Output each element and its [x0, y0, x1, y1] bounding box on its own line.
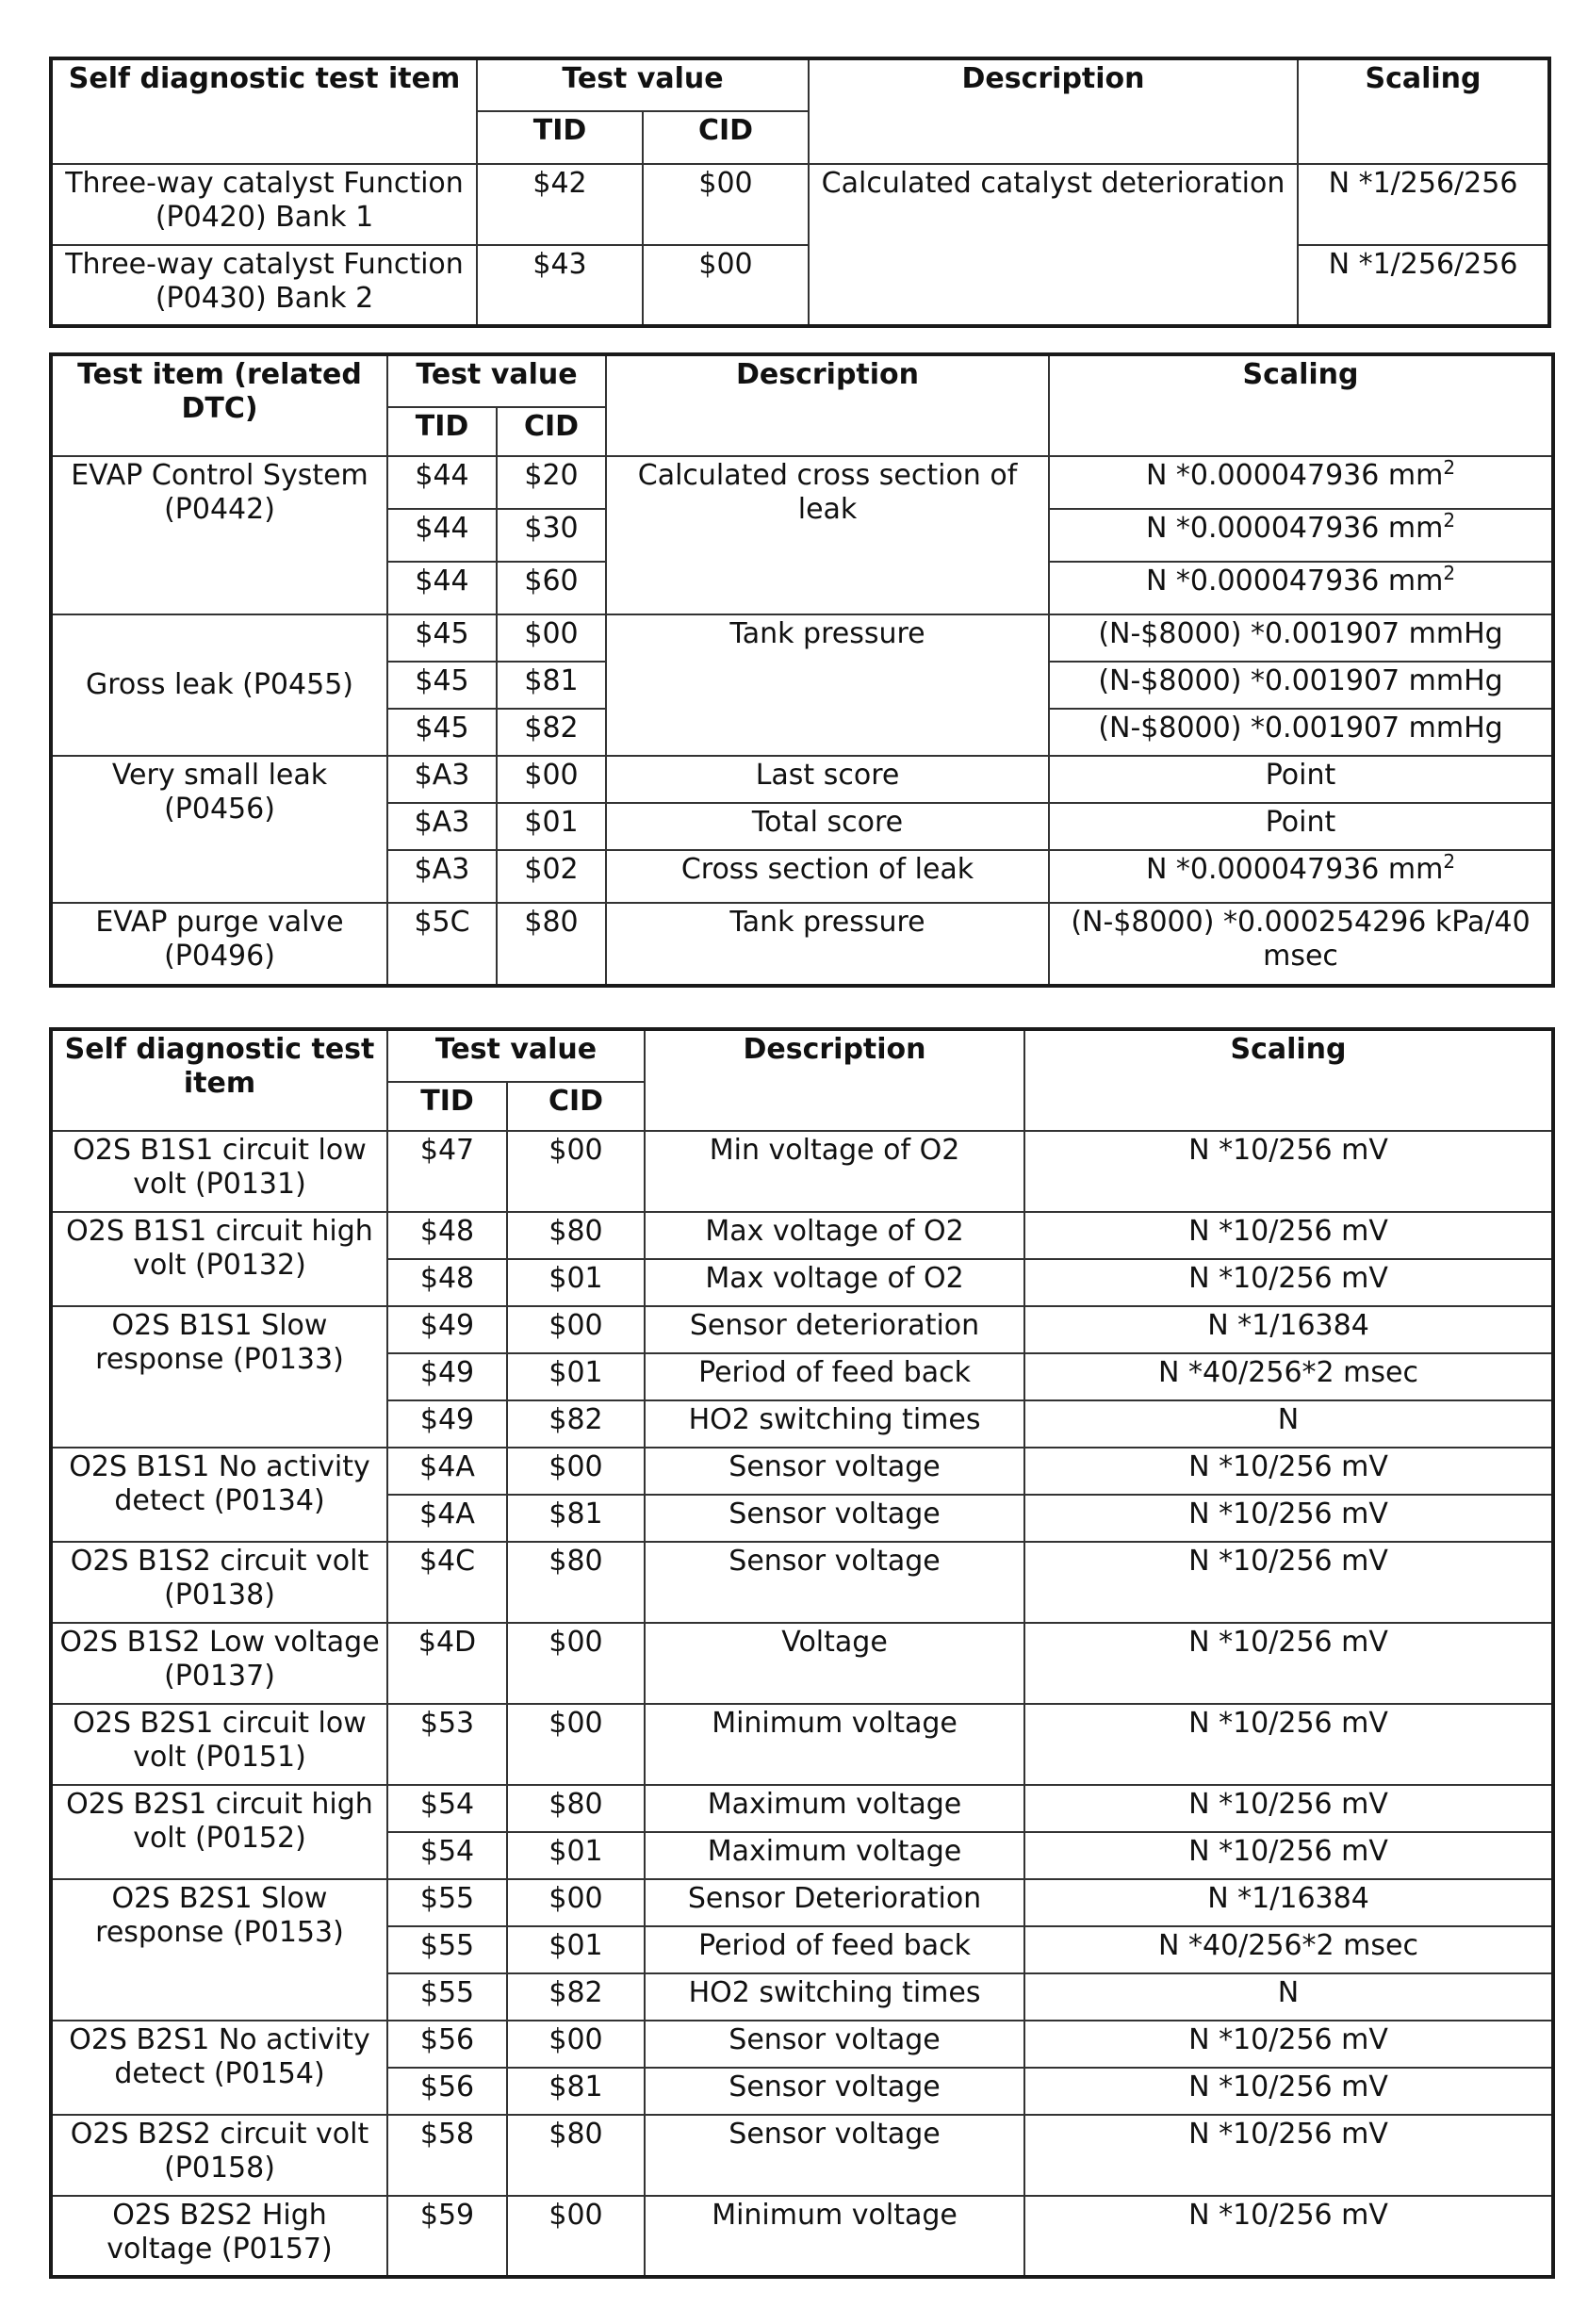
tid-cell: $55: [387, 1879, 507, 1926]
description-cell: Sensor voltage: [645, 1542, 1024, 1623]
header-test-value: Test value: [387, 354, 606, 407]
table-row: [51, 1879, 1553, 1926]
table-row: [51, 1785, 1553, 1832]
item-cell: Three-way catalyst Function (P0430) Bank 2: [51, 245, 477, 326]
tid-cell: $47: [387, 1131, 507, 1212]
header-scaling: Scaling: [1298, 58, 1549, 164]
table-row: [51, 2196, 1553, 2277]
description-cell: Sensor voltage: [645, 2068, 1024, 2115]
cid-cell: $81: [507, 2068, 645, 2115]
cid-cell: $00: [643, 245, 809, 326]
header-cid: CID: [643, 111, 809, 164]
header-description: Description: [606, 354, 1049, 456]
description-cell: Sensor voltage: [645, 1448, 1024, 1495]
item-cell: O2S B2S1 circuit high volt (P0152): [51, 1785, 387, 1879]
tid-cell: $A3: [387, 756, 497, 803]
scaling-cell: N *10/256 mV: [1024, 1785, 1553, 1832]
cid-cell: $80: [507, 1785, 645, 1832]
cid-cell: $00: [507, 1623, 645, 1704]
tid-cell: $4A: [387, 1448, 507, 1495]
superscript: 2: [1443, 562, 1456, 584]
cid-cell: $82: [507, 1973, 645, 2021]
tid-cell: $49: [387, 1353, 507, 1400]
scaling-cell: N *10/256 mV: [1024, 1259, 1553, 1306]
description-cell: Sensor deterioration: [645, 1306, 1024, 1353]
header-test-value: Test value: [387, 1029, 645, 1082]
tid-cell: $44: [387, 456, 497, 509]
item-cell: O2S B2S2 High voltage (P0157): [51, 2196, 387, 2277]
superscript: 2: [1443, 850, 1456, 873]
scaling-cell: N *10/256 mV: [1024, 1704, 1553, 1785]
scaling-cell: [1049, 850, 1553, 903]
cid-cell: $01: [507, 1926, 645, 1973]
description-cell: Minimum voltage: [645, 1704, 1024, 1785]
item-cell: EVAP Control System (P0442): [51, 456, 387, 614]
header-item: Test item (related DTC): [51, 354, 387, 456]
description-cell: Sensor voltage: [645, 2115, 1024, 2196]
description-cell: Last score: [606, 756, 1049, 803]
description-cell: Minimum voltage: [645, 2196, 1024, 2277]
table-row: [51, 245, 1549, 326]
scaling-cell: [1049, 509, 1553, 562]
table-row: [51, 456, 1553, 509]
cid-cell: $60: [497, 562, 606, 614]
tid-cell: $55: [387, 1973, 507, 2021]
cid-cell: $30: [497, 509, 606, 562]
table-row: [51, 2115, 1553, 2196]
o2-sensor-monitor-table: [49, 1027, 1555, 2279]
scaling-cell: N *1/16384: [1024, 1306, 1553, 1353]
tid-cell: $43: [477, 245, 643, 326]
tid-cell: $58: [387, 2115, 507, 2196]
scaling-cell: Point: [1049, 803, 1553, 850]
cid-cell: $80: [507, 1542, 645, 1623]
cid-cell: $81: [497, 662, 606, 709]
cid-cell: $00: [497, 756, 606, 803]
item-cell: O2S B2S1 No activity detect (P0154): [51, 2021, 387, 2115]
item-cell: O2S B1S1 No activity detect (P0134): [51, 1448, 387, 1542]
item-cell: O2S B1S1 circuit high volt (P0132): [51, 1212, 387, 1306]
header-test-value: Test value: [477, 58, 809, 111]
cid-cell: $02: [497, 850, 606, 903]
cid-cell: $80: [507, 1212, 645, 1259]
scaling-cell: N: [1024, 1973, 1553, 2021]
tid-cell: $44: [387, 562, 497, 614]
item-cell: EVAP purge valve (P0496): [51, 903, 387, 986]
header-item: Self diagnostic test item: [51, 1029, 387, 1131]
scaling-cell: N *10/256 mV: [1024, 1448, 1553, 1495]
scaling-text: N *0.000047936 mm: [1145, 853, 1444, 886]
cid-cell: $00: [507, 2196, 645, 2277]
tid-cell: $5C: [387, 903, 497, 986]
tid-cell: $45: [387, 614, 497, 662]
description-cell: Max voltage of O2: [645, 1212, 1024, 1259]
table-row: [51, 164, 1549, 245]
cid-cell: $01: [507, 1832, 645, 1879]
scaling-cell: N *10/256 mV: [1024, 1832, 1553, 1879]
table-row: [51, 1212, 1553, 1259]
header-scaling: Scaling: [1049, 354, 1553, 456]
tid-cell: $54: [387, 1785, 507, 1832]
tid-cell: $49: [387, 1400, 507, 1448]
table-row: [51, 903, 1553, 986]
description-cell: Min voltage of O2: [645, 1131, 1024, 1212]
cid-cell: $00: [507, 1306, 645, 1353]
tid-cell: $A3: [387, 850, 497, 903]
scaling-cell: N: [1024, 1400, 1553, 1448]
table-row: [51, 1542, 1553, 1623]
scaling-text: N *0.000047936 mm: [1145, 565, 1444, 597]
cid-cell: $80: [507, 2115, 645, 2196]
superscript: 2: [1443, 456, 1456, 479]
description-cell: Sensor Deterioration: [645, 1879, 1024, 1926]
scaling-cell: N *10/256 mV: [1024, 1623, 1553, 1704]
cid-cell: $01: [507, 1353, 645, 1400]
cid-cell: $00: [507, 1879, 645, 1926]
description-cell: Voltage: [645, 1623, 1024, 1704]
item-cell: Gross leak (P0455): [51, 614, 387, 756]
table-row: [51, 2021, 1553, 2068]
header-tid: TID: [387, 407, 497, 456]
superscript: 2: [1443, 509, 1456, 532]
tid-cell: $56: [387, 2068, 507, 2115]
scaling-cell: N *40/256*2 msec: [1024, 1926, 1553, 1973]
scaling-cell: (N-$8000) *0.001907 mmHg: [1049, 614, 1553, 662]
scaling-cell: N *10/256 mV: [1024, 2068, 1553, 2115]
header-scaling: Scaling: [1024, 1029, 1553, 1131]
item-cell: O2S B2S1 circuit low volt (P0151): [51, 1704, 387, 1785]
scaling-cell: N *10/256 mV: [1024, 1495, 1553, 1542]
table-row: [51, 1704, 1553, 1785]
cid-cell: $20: [497, 456, 606, 509]
table-row: [51, 614, 1553, 662]
cid-cell: $00: [507, 1131, 645, 1212]
tid-cell: $A3: [387, 803, 497, 850]
scaling-cell: N *10/256 mV: [1024, 1212, 1553, 1259]
tid-cell: $45: [387, 709, 497, 756]
tid-cell: $49: [387, 1306, 507, 1353]
tid-cell: $4A: [387, 1495, 507, 1542]
scaling-cell: N *40/256*2 msec: [1024, 1353, 1553, 1400]
scaling-cell: N *10/256 mV: [1024, 1131, 1553, 1212]
tid-cell: $4D: [387, 1623, 507, 1704]
cid-cell: $80: [497, 903, 606, 986]
description-cell: Calculated catalyst deterioration: [809, 164, 1298, 326]
cid-cell: $00: [507, 2021, 645, 2068]
item-cell: Very small leak (P0456): [51, 756, 387, 903]
description-cell: Maximum voltage: [645, 1832, 1024, 1879]
header-cid: CID: [507, 1082, 645, 1131]
cid-cell: $01: [507, 1259, 645, 1306]
description-cell: Period of feed back: [645, 1353, 1024, 1400]
tid-cell: $44: [387, 509, 497, 562]
table-row: [51, 1306, 1553, 1353]
description-cell: Tank pressure: [606, 903, 1049, 986]
table-row: [51, 1623, 1553, 1704]
evap-monitor-table: [49, 352, 1555, 988]
cid-cell: $01: [497, 803, 606, 850]
scaling-cell: [1049, 562, 1553, 614]
scaling-cell: N *10/256 mV: [1024, 2115, 1553, 2196]
description-cell: Tank pressure: [606, 614, 1049, 756]
header-tid: TID: [387, 1082, 507, 1131]
description-cell: Period of feed back: [645, 1926, 1024, 1973]
item-cell: O2S B1S2 circuit volt (P0138): [51, 1542, 387, 1623]
header-cid: CID: [497, 407, 606, 456]
item-cell: O2S B2S2 circuit volt (P0158): [51, 2115, 387, 2196]
tid-cell: $56: [387, 2021, 507, 2068]
tid-cell: $48: [387, 1212, 507, 1259]
cid-cell: $00: [507, 1448, 645, 1495]
scaling-text: N *0.000047936 mm: [1145, 459, 1444, 492]
description-cell: Total score: [606, 803, 1049, 850]
tid-cell: $55: [387, 1926, 507, 1973]
scaling-cell: Point: [1049, 756, 1553, 803]
table-row: [51, 1448, 1553, 1495]
scaling-cell: N *1/256/256: [1298, 164, 1549, 245]
scaling-cell: N *1/256/256: [1298, 245, 1549, 326]
scaling-text: N *0.000047936 mm: [1145, 512, 1444, 545]
tid-cell: $59: [387, 2196, 507, 2277]
scaling-cell: (N-$8000) *0.000254296 kPa/40 msec: [1049, 903, 1553, 986]
header-tid: TID: [477, 111, 643, 164]
tid-cell: $48: [387, 1259, 507, 1306]
item-cell: O2S B1S2 Low voltage (P0137): [51, 1623, 387, 1704]
tid-cell: $45: [387, 662, 497, 709]
cid-cell: $82: [497, 709, 606, 756]
tid-cell: $4C: [387, 1542, 507, 1623]
cid-cell: $00: [507, 1704, 645, 1785]
item-cell: O2S B2S1 Slow response (P0153): [51, 1879, 387, 2021]
tid-cell: $42: [477, 164, 643, 245]
catalyst-monitor-table: [49, 57, 1551, 328]
description-cell: HO2 switching times: [645, 1400, 1024, 1448]
description-cell: HO2 switching times: [645, 1973, 1024, 2021]
scaling-cell: [1049, 456, 1553, 509]
scaling-cell: N *10/256 mV: [1024, 1542, 1553, 1623]
description-cell: Sensor voltage: [645, 2021, 1024, 2068]
description-cell: Sensor voltage: [645, 1495, 1024, 1542]
cid-cell: $81: [507, 1495, 645, 1542]
header-item: Self diagnostic test item: [51, 58, 477, 164]
table-row: [51, 1131, 1553, 1212]
header-description: Description: [645, 1029, 1024, 1131]
description-cell: Max voltage of O2: [645, 1259, 1024, 1306]
cid-cell: $82: [507, 1400, 645, 1448]
item-cell: O2S B1S1 Slow response (P0133): [51, 1306, 387, 1448]
scaling-cell: N *10/256 mV: [1024, 2021, 1553, 2068]
item-cell: Three-way catalyst Function (P0420) Bank 1: [51, 164, 477, 245]
cid-cell: $00: [497, 614, 606, 662]
scaling-cell: N *10/256 mV: [1024, 2196, 1553, 2277]
scaling-cell: (N-$8000) *0.001907 mmHg: [1049, 662, 1553, 709]
description-cell: Maximum voltage: [645, 1785, 1024, 1832]
description-cell: Cross section of leak: [606, 850, 1049, 903]
item-cell: O2S B1S1 circuit low volt (P0131): [51, 1131, 387, 1212]
header-description: Description: [809, 58, 1298, 164]
scaling-cell: N *1/16384: [1024, 1879, 1553, 1926]
description-cell: Calculated cross section of leak: [606, 456, 1049, 614]
cid-cell: $00: [643, 164, 809, 245]
table-row: [51, 756, 1553, 803]
scaling-cell: (N-$8000) *0.001907 mmHg: [1049, 709, 1553, 756]
tid-cell: $53: [387, 1704, 507, 1785]
tid-cell: $54: [387, 1832, 507, 1879]
